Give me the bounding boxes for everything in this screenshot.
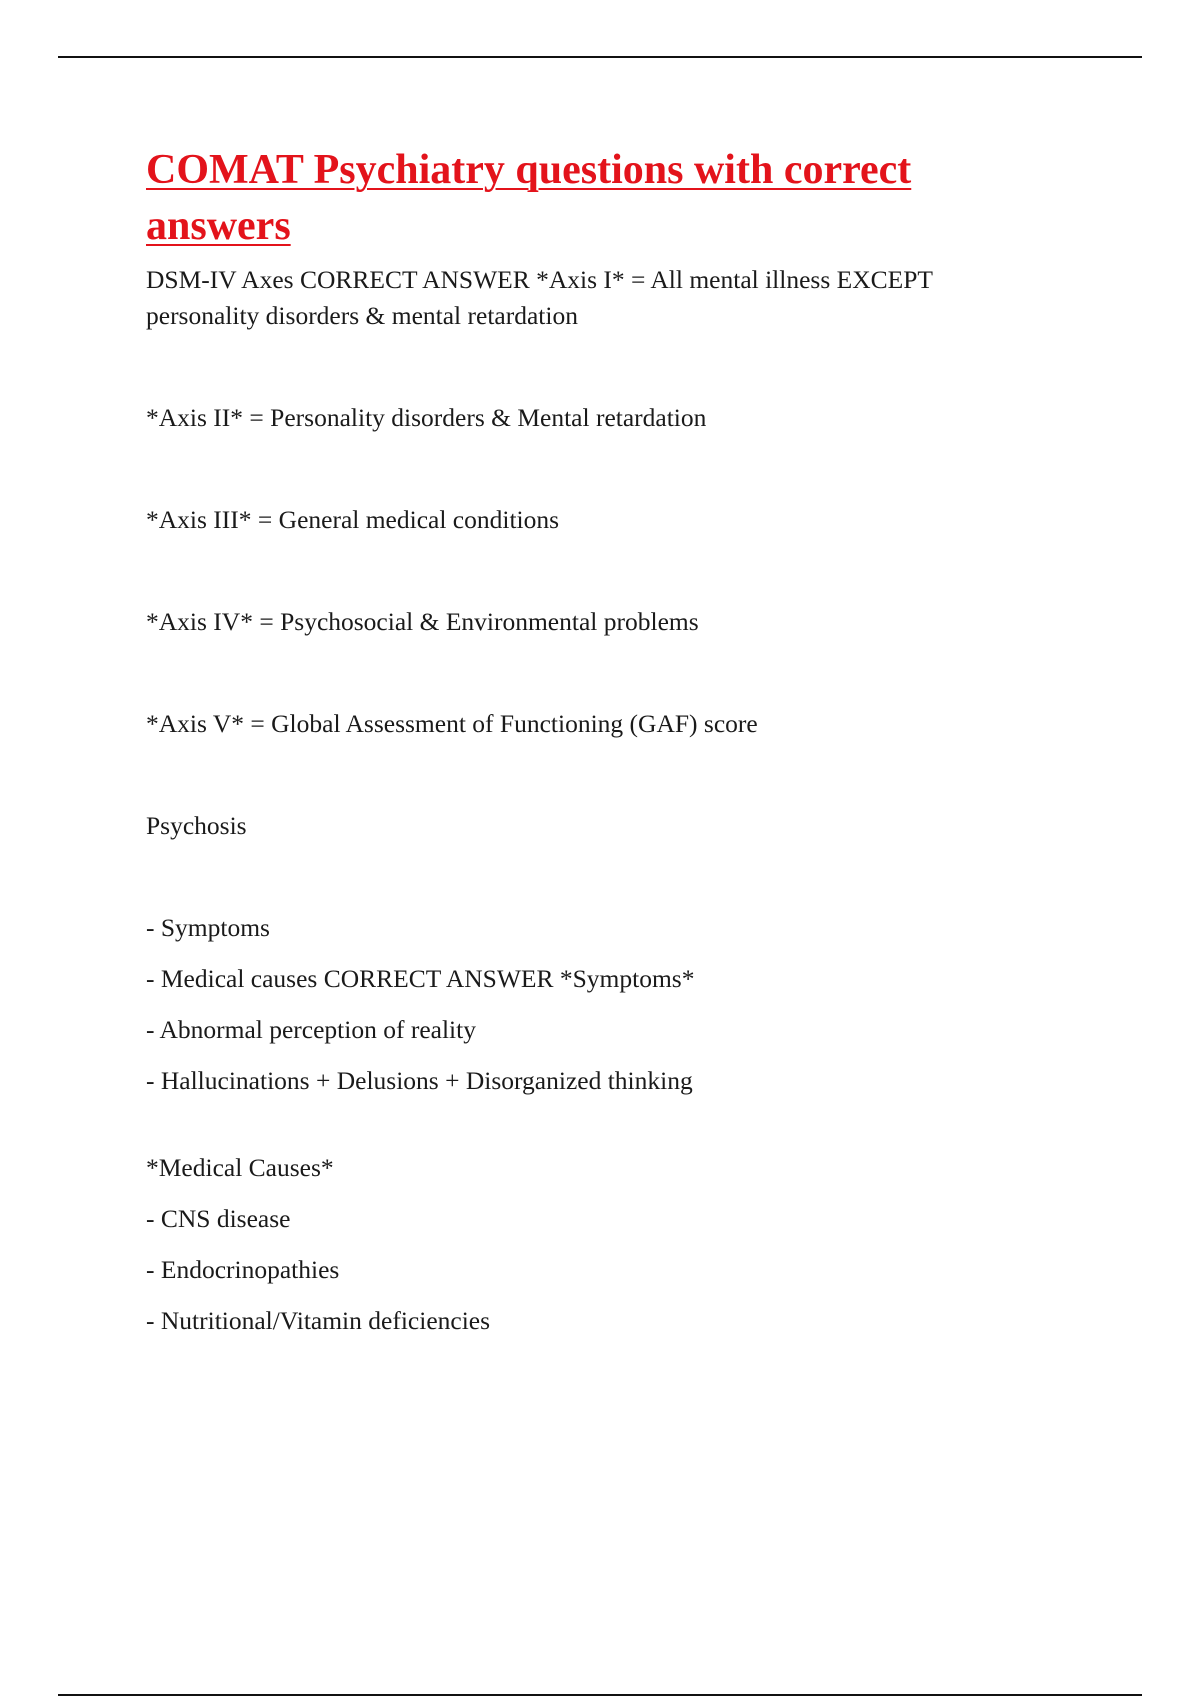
document-body <box>146 142 1046 1354</box>
intro-line-2: personality disorders & mental retardation <box>146 301 578 330</box>
bottom-rule <box>58 1694 1142 1696</box>
list-item: - Nutritional/Vitamin deficiencies <box>146 1306 491 1335</box>
medical-causes-list <box>146 1150 1046 1339</box>
axis-5-line: *Axis V* = Global Assessment of Functioning (GAF) score <box>146 709 758 738</box>
axis-3-line: *Axis III* = General medical conditions <box>146 505 560 534</box>
intro-line-1: DSM-IV Axes CORRECT ANSWER *Axis I* = All mental illness EXCEPT <box>146 265 933 294</box>
document-title <box>146 142 1046 254</box>
dsm-axes-paragraph <box>146 262 1046 334</box>
list-item: - Hallucinations + Delusions + Disorganized thinking <box>146 1066 693 1095</box>
psychosis-list <box>146 910 1046 1099</box>
list-item: - Endocrinopathies <box>146 1255 340 1284</box>
psychosis-heading: Psychosis <box>146 811 247 840</box>
title-line-1: COMAT Psychiatry questions with correct <box>146 147 912 193</box>
axis-4-line: *Axis IV* = Psychosocial & Environmental problems <box>146 607 699 636</box>
list-item: - Symptoms <box>146 913 270 942</box>
medical-causes-heading: *Medical Causes* <box>146 1153 334 1182</box>
axis-2-line: *Axis II* = Personality disorders & Mental retardation <box>146 403 707 432</box>
title-line-2: answers <box>146 203 291 249</box>
top-rule <box>58 56 1142 58</box>
list-item: - CNS disease <box>146 1204 291 1233</box>
list-item: - Medical causes CORRECT ANSWER *Symptoms* <box>146 964 695 993</box>
list-item: - Abnormal perception of reality <box>146 1015 476 1044</box>
